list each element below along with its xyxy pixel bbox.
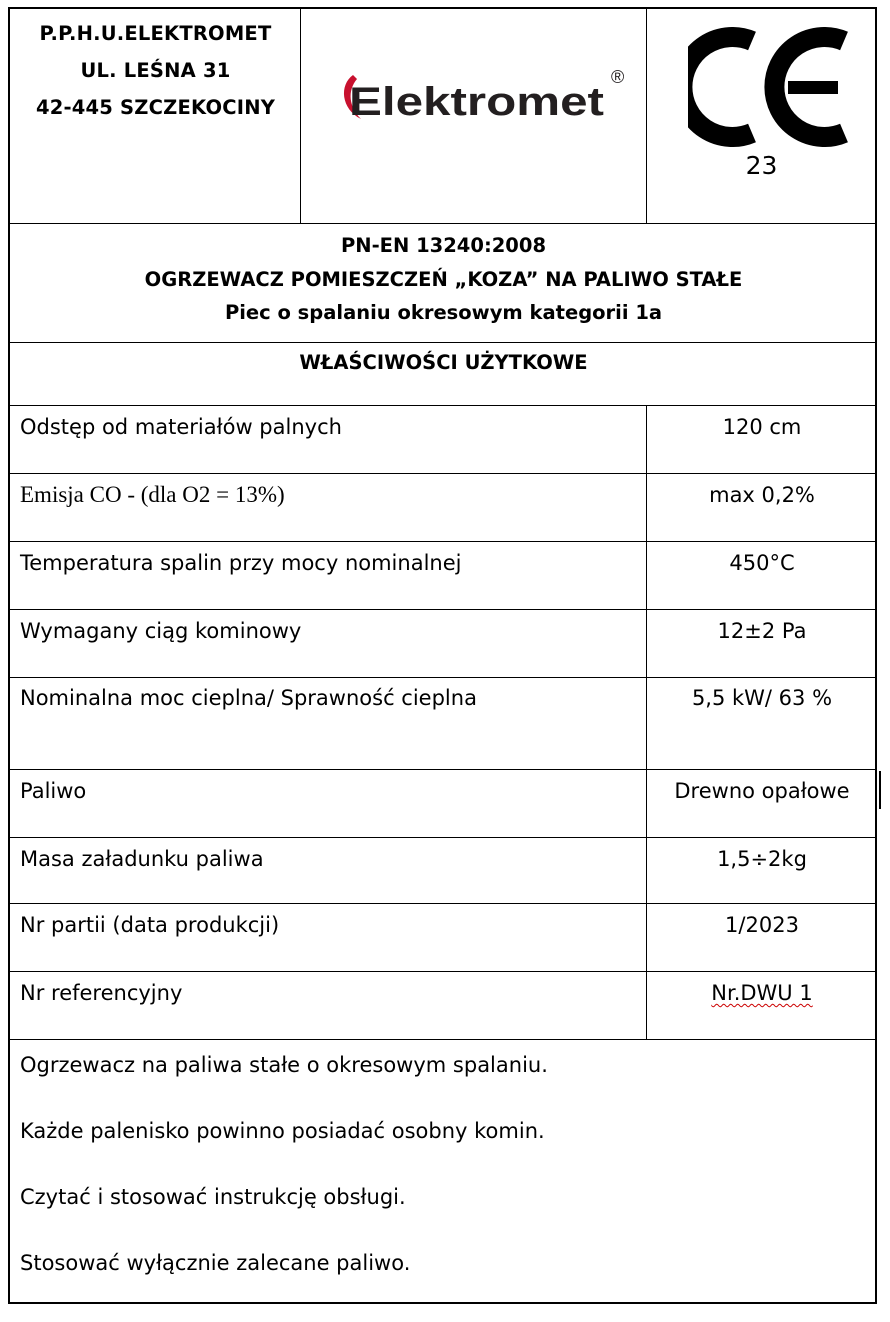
property-label-flue-temperature: Temperatura spalin przy mocy nominalnej [20, 551, 462, 575]
manufacturer-address [10, 9, 301, 223]
elektromet-logo [331, 57, 631, 137]
divider [10, 342, 877, 343]
section-title: WŁAŚCIWOŚCI UŻYTKOWE [299, 351, 588, 374]
manufacturer-city: 42-445 SZCZEKOCINY [35, 96, 276, 119]
product-category: Piec o spalaniu okresowym kategorii 1a [224, 301, 663, 324]
divider [10, 405, 877, 406]
note-fuel-type: Ogrzewacz na paliwa stałe o okresowym spalaniu. [20, 1053, 548, 1077]
property-value-reference-number [647, 981, 877, 1005]
property-value-fuel: Drewno opałowe [674, 779, 850, 803]
logo-cell [301, 9, 646, 223]
product-name: OGRZEWACZ POMIESZCZEŃ „KOZA” NA PALIWO STAŁE [144, 267, 743, 291]
divider [10, 609, 877, 610]
property-value-batch-number: 1/2023 [725, 913, 799, 937]
property-value-co-emission: max 0,2% [709, 483, 815, 507]
note-separate-chimney: Każde palenisko powinno posiadać osobny komin. [20, 1119, 545, 1143]
divider [300, 9, 301, 223]
logo-wordmark: Elektromet [349, 80, 604, 124]
divider [10, 677, 877, 678]
note-read-manual: Czytać i stosować instrukcję obsługi. [20, 1185, 406, 1209]
divider [10, 223, 877, 224]
text-cursor [879, 771, 881, 809]
divider [10, 971, 877, 972]
note-recommended-fuel: Stosować wyłącznie zalecane paliwo. [20, 1251, 411, 1275]
manufacturer-street: UL. LEŚNA 31 [80, 59, 231, 82]
property-label-nominal-power: Nominalna moc cieplna/ Sprawność cieplna [20, 686, 477, 710]
property-value-fuel-load: 1,5÷2kg [717, 847, 807, 871]
property-label-clearance: Odstęp od materiałów palnych [20, 415, 342, 439]
divider [10, 769, 877, 770]
property-value-clearance: 120 cm [722, 415, 802, 439]
divider [646, 9, 647, 223]
divider [10, 1039, 877, 1040]
divider [10, 903, 877, 904]
divider [10, 473, 877, 474]
property-value-nominal-power: 5,5 kW/ 63 % [691, 686, 833, 710]
divider [10, 541, 877, 542]
ce-mark-cell [646, 9, 877, 223]
divider [10, 837, 877, 838]
property-value-chimney-draft: 12±2 Pa [717, 619, 807, 643]
manufacturer-name: P.P.H.U.ELEKTROMET [39, 22, 272, 45]
ce-mark-icon [688, 27, 858, 147]
property-label-fuel: Paliwo [20, 779, 87, 803]
standard-norm: PN-EN 13240:2008 [340, 234, 547, 257]
property-label-co-emission: Emisja CO - (dla O2 = 13%) [20, 482, 285, 507]
ce-year: 23 [745, 151, 778, 180]
property-label-batch-number: Nr partii (data produkcji) [20, 913, 280, 937]
property-label-fuel-load: Masa załadunku paliwa [20, 847, 264, 871]
standard-title-block [10, 225, 877, 330]
property-value-flue-temperature: 450°C [729, 551, 795, 575]
registered-mark: ® [611, 67, 625, 87]
product-label-sheet [8, 7, 877, 1304]
property-label-chimney-draft: Wymagany ciąg kominowy [20, 619, 302, 643]
property-label-reference-number: Nr referencyjny [20, 981, 183, 1005]
reference-number-text: Nr.DWU 1 [711, 981, 813, 1005]
